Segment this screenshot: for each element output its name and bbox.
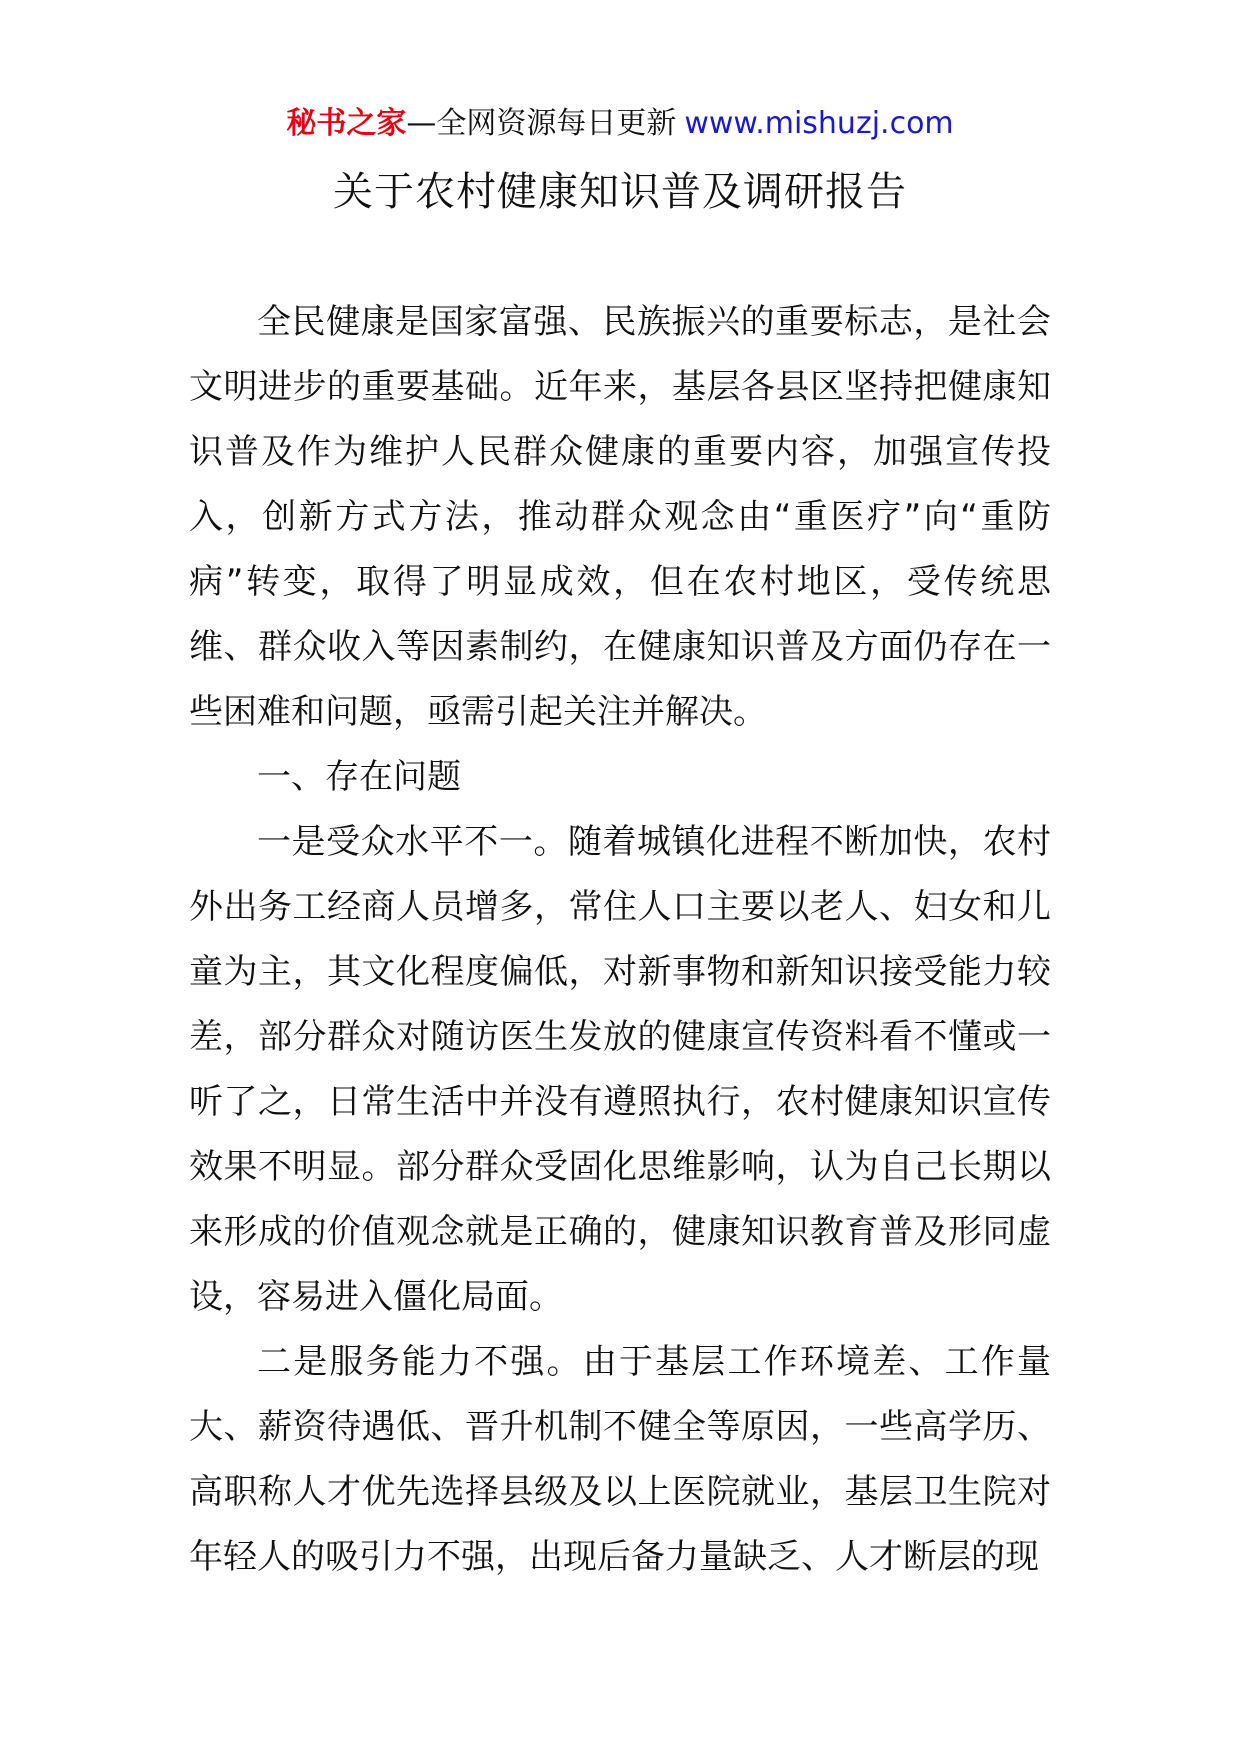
section-heading-problems: 一、存在问题 <box>257 757 461 797</box>
document-title: 关于农村健康知识普及调研报告 <box>333 169 907 215</box>
site-brand: 秘书之家 <box>286 106 407 141</box>
site-tagline: —全网资源每日更新 <box>406 106 677 141</box>
site-url-link[interactable]: www.mishuzj.com <box>684 106 954 141</box>
site-header <box>0 98 1240 150</box>
document-body <box>189 290 1051 1590</box>
paragraph-problem-2: 二是服务能力不强。由于基层工作环境差、工作量大、薪资待遇低、晋升机制不健全等原因，一些高学历、高职称人才优先选择县级及以上医院就业，基层卫生院对年轻人的吸引力不强，出现后备力量缺乏、人才断层的现 <box>189 1342 1051 1577</box>
paragraph-intro: 全民健康是国家富强、民族振兴的重要标志，是社会文明进步的重要基础。近年来，基层各县区坚持把健康知识普及作为维护人民群众健康的重要内容，加强宣传投入，创新方式方法，推动群众观念由“重医疗”向“重防病”转变，取得了明显成效，但在农村地区，受传统思维、群众收入等因素制约，在健康知识普及方面仍存在一些困难和问题，亟需引起关注并解决。 <box>189 302 1051 732</box>
paragraph-problem-1: 一是受众水平不一。随着城镇化进程不断加快，农村外出务工经商人员增多，常住人口主要以老人、妇女和儿童为主，其文化程度偏低，对新事物和新知识接受能力较差，部分群众对随访医生发放的健康宣传资料看不懂或一听了之，日常生活中并没有遵照执行，农村健康知识宣传效果不明显。部分群众受固化思维影响，认为自己长期以来形成的价值观念就是正确的，健康知识教育普及形同虚设，容易进入僵化局面。 <box>189 822 1051 1317</box>
